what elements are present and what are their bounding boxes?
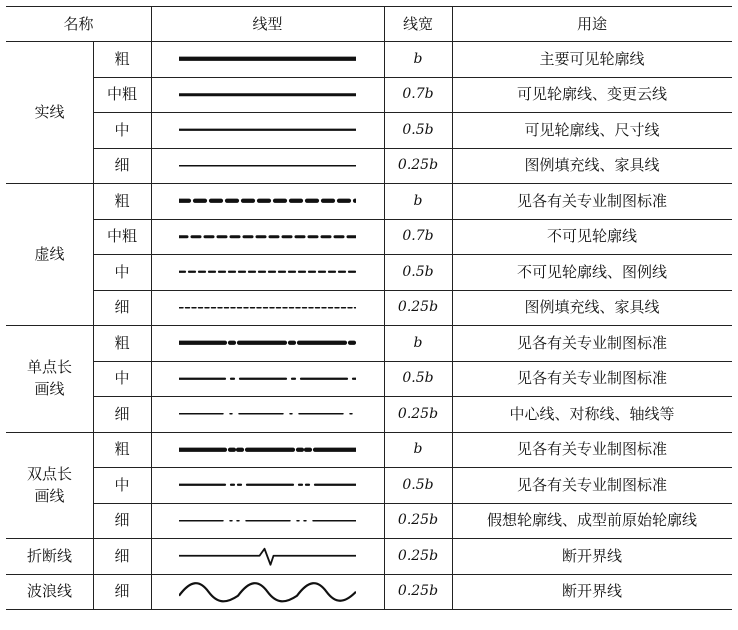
row-weight: 粗 bbox=[114, 333, 130, 352]
row-line-width: 0.25b bbox=[397, 157, 439, 174]
header-use: 用途 bbox=[576, 14, 607, 33]
table-rule bbox=[151, 6, 152, 609]
row-weight: 中 bbox=[114, 369, 130, 388]
row-weight: 中 bbox=[114, 120, 130, 139]
row-weight: 细 bbox=[114, 404, 130, 423]
line-sample bbox=[179, 254, 356, 290]
group-name: 实线 bbox=[34, 103, 65, 121]
break-line bbox=[179, 549, 356, 565]
row-line-width: b bbox=[413, 441, 423, 458]
line-sample bbox=[179, 112, 356, 148]
row-weight: 细 bbox=[114, 511, 130, 530]
row-weight: 细 bbox=[114, 546, 130, 565]
row-line-width: 0.7b bbox=[402, 86, 434, 103]
row-line-width: b bbox=[413, 192, 423, 209]
row-usage: 不可见轮廓线 bbox=[546, 227, 637, 246]
group-name: 双点长画线 bbox=[26, 464, 72, 505]
row-line-width: 0.5b bbox=[402, 121, 434, 138]
row-usage: 见各有关专业制图标准 bbox=[516, 475, 667, 494]
row-usage: 主要可见轮廓线 bbox=[539, 49, 645, 68]
row-line-width: 0.25b bbox=[397, 547, 439, 564]
wave-line bbox=[179, 583, 356, 601]
line-sample bbox=[179, 467, 356, 503]
group-name: 波浪线 bbox=[26, 582, 72, 601]
header-type: 线型 bbox=[252, 14, 283, 33]
table-rule bbox=[384, 6, 385, 609]
row-line-width: 0.7b bbox=[402, 228, 434, 245]
header-width: 线宽 bbox=[402, 14, 433, 33]
line-sample bbox=[179, 574, 356, 610]
line-sample bbox=[179, 503, 356, 539]
row-usage: 假想轮廓线、成型前原始轮廓线 bbox=[486, 511, 697, 530]
row-usage: 见各有关专业制图标准 bbox=[516, 333, 667, 352]
row-weight: 细 bbox=[114, 156, 130, 175]
row-usage: 中心线、对称线、轴线等 bbox=[509, 404, 675, 423]
table-rule bbox=[93, 41, 94, 609]
header-name: 名称 bbox=[63, 14, 94, 33]
row-usage: 可见轮廓线、变更云线 bbox=[516, 85, 667, 104]
row-weight: 粗 bbox=[114, 191, 130, 210]
line-sample bbox=[179, 325, 356, 361]
line-sample bbox=[179, 361, 356, 397]
row-usage: 见各有关专业制图标准 bbox=[516, 369, 667, 388]
line-sample bbox=[179, 538, 356, 574]
line-type-table bbox=[6, 6, 732, 621]
row-line-width: 0.25b bbox=[397, 583, 439, 600]
row-usage: 断开界线 bbox=[561, 582, 622, 601]
row-weight: 中粗 bbox=[106, 227, 137, 246]
line-sample bbox=[179, 148, 356, 184]
row-line-width: 0.25b bbox=[397, 299, 439, 316]
row-line-width: 0.5b bbox=[402, 370, 434, 387]
row-weight: 细 bbox=[114, 582, 130, 601]
row-usage: 图例填充线、家具线 bbox=[524, 156, 660, 175]
row-line-width: 0.25b bbox=[397, 512, 439, 529]
row-weight: 粗 bbox=[114, 440, 130, 459]
line-sample bbox=[179, 432, 356, 468]
row-weight: 粗 bbox=[114, 49, 130, 68]
row-line-width: 0.25b bbox=[397, 405, 439, 422]
row-usage: 见各有关专业制图标准 bbox=[516, 440, 667, 459]
row-usage: 见各有关专业制图标准 bbox=[516, 191, 667, 210]
row-weight: 中 bbox=[114, 262, 130, 281]
table-rule bbox=[6, 6, 732, 7]
table-rule bbox=[452, 6, 453, 609]
line-sample bbox=[179, 219, 356, 255]
group-name: 折断线 bbox=[26, 546, 72, 565]
line-sample bbox=[179, 290, 356, 326]
row-line-width: b bbox=[413, 334, 423, 351]
row-weight: 中粗 bbox=[106, 85, 137, 104]
row-line-width: 0.5b bbox=[402, 476, 434, 493]
line-sample bbox=[179, 183, 356, 219]
line-sample bbox=[179, 77, 356, 113]
line-sample bbox=[179, 41, 356, 77]
group-name: 虚线 bbox=[34, 245, 65, 263]
row-line-width: 0.5b bbox=[402, 263, 434, 280]
row-line-width: b bbox=[413, 50, 423, 67]
row-weight: 中 bbox=[114, 475, 130, 494]
row-weight: 细 bbox=[114, 298, 130, 317]
row-usage: 不可见轮廓线、图例线 bbox=[516, 262, 667, 281]
row-usage: 可见轮廓线、尺寸线 bbox=[524, 120, 660, 139]
row-usage: 断开界线 bbox=[561, 546, 622, 565]
group-name: 单点长画线 bbox=[26, 358, 72, 399]
line-sample bbox=[179, 396, 356, 432]
row-usage: 图例填充线、家具线 bbox=[524, 298, 660, 317]
table-rule bbox=[6, 609, 732, 610]
